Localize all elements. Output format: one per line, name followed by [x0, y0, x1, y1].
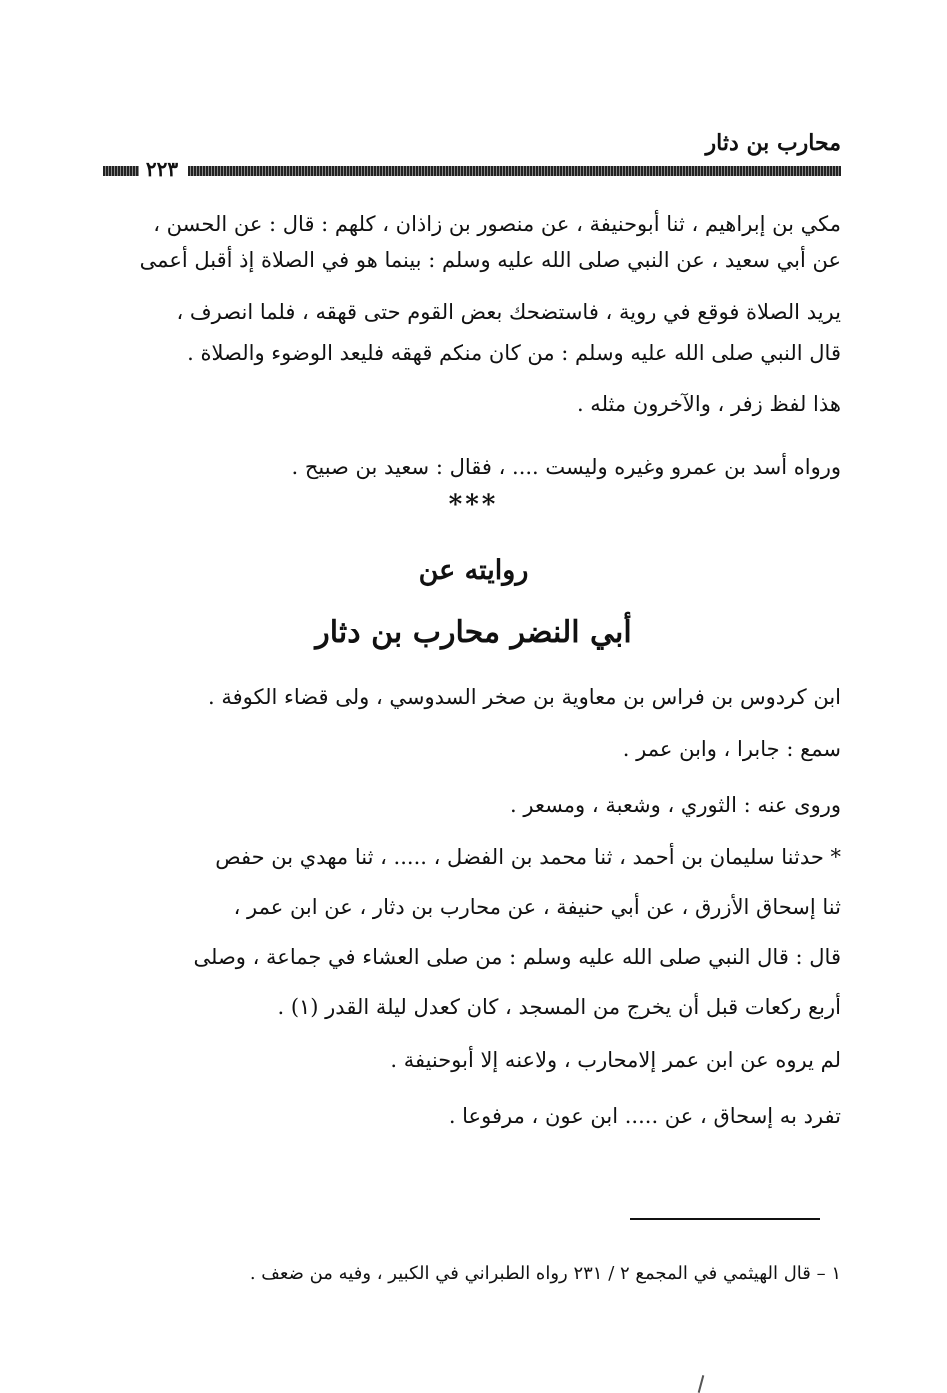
hadith-line-4: أربع ركعات قبل أن يخرج من المسجد ، كان كعدل ليلة القدر (١) .: [277, 995, 841, 1019]
narrated-by-line: وروى عنه : الثوري ، وشعبة ، ومسعر .: [510, 793, 841, 817]
hadith-line-3: قال : قال النبي صلى الله عليه وسلم : من صلى العشاء في جماعة ، وصلى: [193, 945, 841, 969]
footnote: ١ – قال الهيثمي في المجمع ٢ / ٢٣١ رواه الطبراني في الكبير ، وفيه من ضعف .: [249, 1263, 841, 1284]
header-rule: [188, 166, 841, 176]
para1-line-2: عن أبي سعيد ، عن النبي صلى الله عليه وسلم : بينما هو في الصلاة إذ أقبل أعمى: [139, 248, 841, 272]
para1-line-3: يريد الصلاة فوقع في روية ، فاستضحك بعض القوم حتى قهقه ، فلما انصرف ،: [176, 300, 841, 324]
section-heading: روايته عن: [418, 555, 529, 586]
bio-line: ابن كردوس بن فراس بن معاوية بن صخر السدوسي ، ولى قضاء الكوفة .: [208, 685, 841, 709]
scan-mark: [698, 1375, 705, 1393]
transmission-note: لم يروه عن ابن عمر إلامحارب ، ولاعنه إلا أبوحنيفة .: [390, 1048, 841, 1072]
header-rule-left: [103, 166, 139, 176]
hadith-line-1: * حدثنا سليمان بن أحمد ، ثنا محمد بن الفضل ، ..... ، ثنا مهدي بن حفص: [215, 845, 841, 869]
hadith-line-2: ثنا إسحاق الأزرق ، عن أبي حنيفة ، عن محارب بن دثار ، عن ابن عمر ،: [233, 895, 841, 919]
footnote-rule: [630, 1218, 820, 1220]
page-number: ٢٢٣: [145, 157, 179, 181]
para1-line-1: مكي بن إبراهيم ، ثنا أبوحنيفة ، عن منصور بن زاذان ، كلهم : قال : عن الحسن ،: [153, 212, 841, 236]
section-subheading: أبي النضر محارب بن دثار: [315, 615, 632, 650]
asad-note: ورواه أسد بن عمرو وغيره وليست .... ، فقال : سعيد بن صبيح .: [291, 455, 841, 479]
isolation-note: تفرد به إسحاق ، عن ..... ابن عون ، مرفوعا .: [448, 1104, 841, 1128]
zufar-note: هذا لفظ زفر ، والآخرون مثله .: [576, 392, 841, 416]
para1-line-4: قال النبي صلى الله عليه وسلم : من كان منكم قهقه فليعد الوضوء والصلاة .: [187, 341, 841, 365]
running-title: محارب بن دثار: [705, 130, 841, 156]
heard-line: سمع : جابرا ، وابن عمر .: [622, 737, 841, 761]
section-separator: ***: [448, 490, 499, 520]
